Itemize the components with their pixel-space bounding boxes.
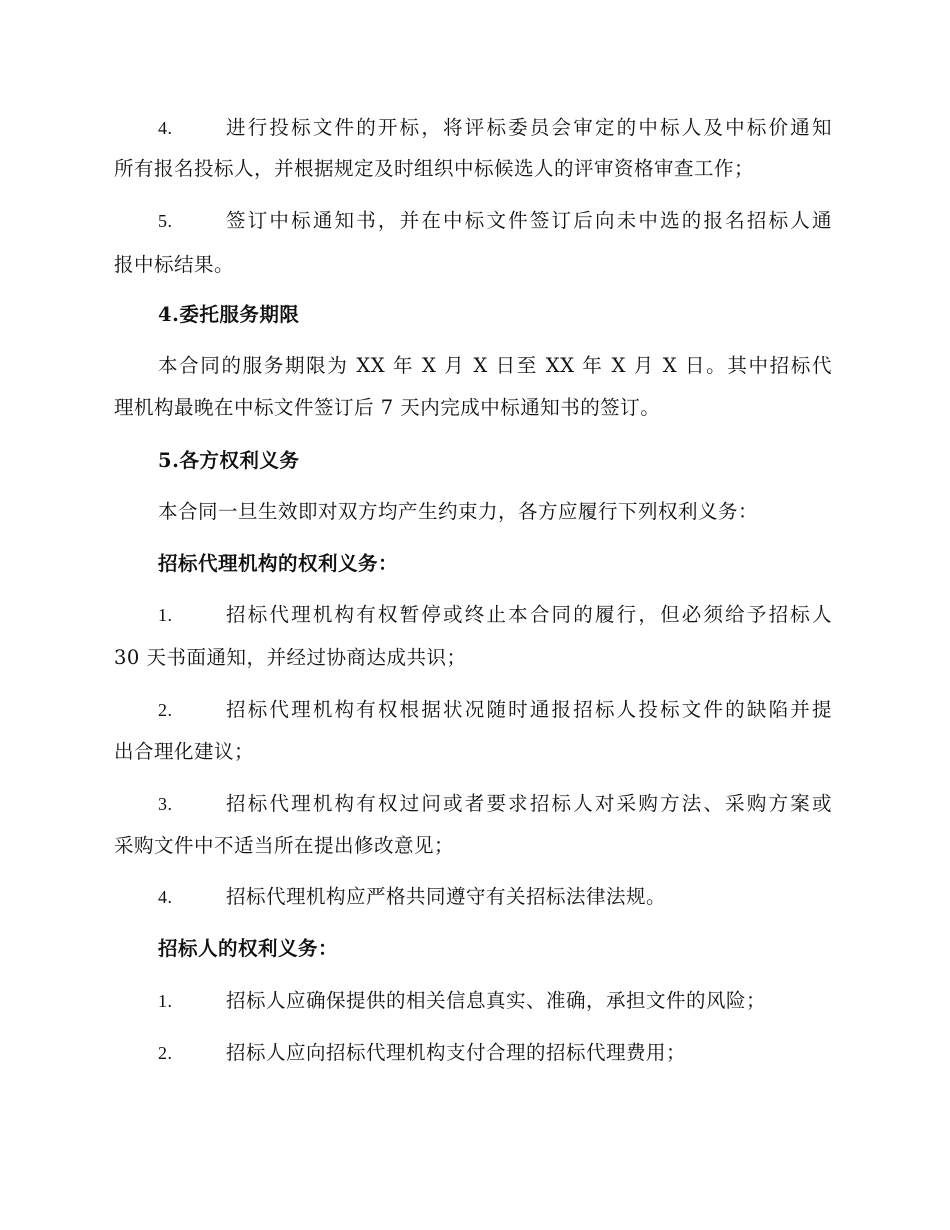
list-item-number: 5. <box>158 211 173 231</box>
list-item-text: 签订中标通知书，并在中标文件签订后向未中选的报名招标人通 <box>226 209 832 232</box>
list-item-number: 3. <box>158 794 173 814</box>
list-item-text: 招标代理机构有权过问或者要求招标人对采购方法、采购方案或 <box>226 792 832 815</box>
subsection-heading: 招标代理机构的权利义务： <box>158 552 399 575</box>
list-item-text: 进行投标文件的开标，将评标委员会审定的中标人及中标价通知 <box>226 116 832 139</box>
paragraph-continuation: 理机构最晚在中标文件签订后 7 天内完成中标通知书的签订。 <box>114 396 661 419</box>
paragraph-text: 本合同一旦生效即对双方均产生约束力，各方应履行下列权利义务： <box>158 500 759 523</box>
list-item-number: 4. <box>158 118 173 138</box>
list-item-number: 1. <box>158 605 173 625</box>
list-item-number: 4. <box>158 887 173 907</box>
paragraph-text: 本合同的服务期限为 XX 年 X 月 X 日至 XX 年 X 月 X 日。其中招标代 <box>158 354 832 377</box>
section-heading: 4.委托服务期限 <box>158 303 300 326</box>
list-item-text: 招标人应确保提供的相关信息真实、准确，承担文件的风险； <box>226 989 767 1012</box>
list-item-continuation: 所有报名投标人，并根据规定及时组织中标候选人的评审资格审查工作； <box>114 157 755 180</box>
section-heading: 5.各方权利义务 <box>158 449 300 472</box>
list-item-number: 2. <box>158 1043 173 1063</box>
list-item-continuation: 报中标结果。 <box>114 253 235 276</box>
list-item-text: 招标代理机构有权暂停或终止本合同的履行，但必须给予招标人 <box>226 603 832 626</box>
list-item-continuation: 采购文件中不适当所在提出修改意见； <box>114 834 455 857</box>
subsection-heading: 招标人的权利义务： <box>158 937 339 960</box>
list-item-continuation: 出合理化建议； <box>114 740 255 763</box>
list-item-text: 招标人应向招标代理机构支付合理的招标代理费用； <box>226 1041 687 1064</box>
list-item-number: 2. <box>158 700 173 720</box>
list-item-text: 招标代理机构应严格共同遵守有关招标法律法规。 <box>226 885 667 908</box>
list-item-number: 1. <box>158 991 173 1011</box>
list-item-text: 招标代理机构有权根据状况随时通报招标人投标文件的缺陷并提 <box>226 698 832 721</box>
list-item-continuation: 30 天书面通知，并经过协商达成共识； <box>114 646 467 669</box>
